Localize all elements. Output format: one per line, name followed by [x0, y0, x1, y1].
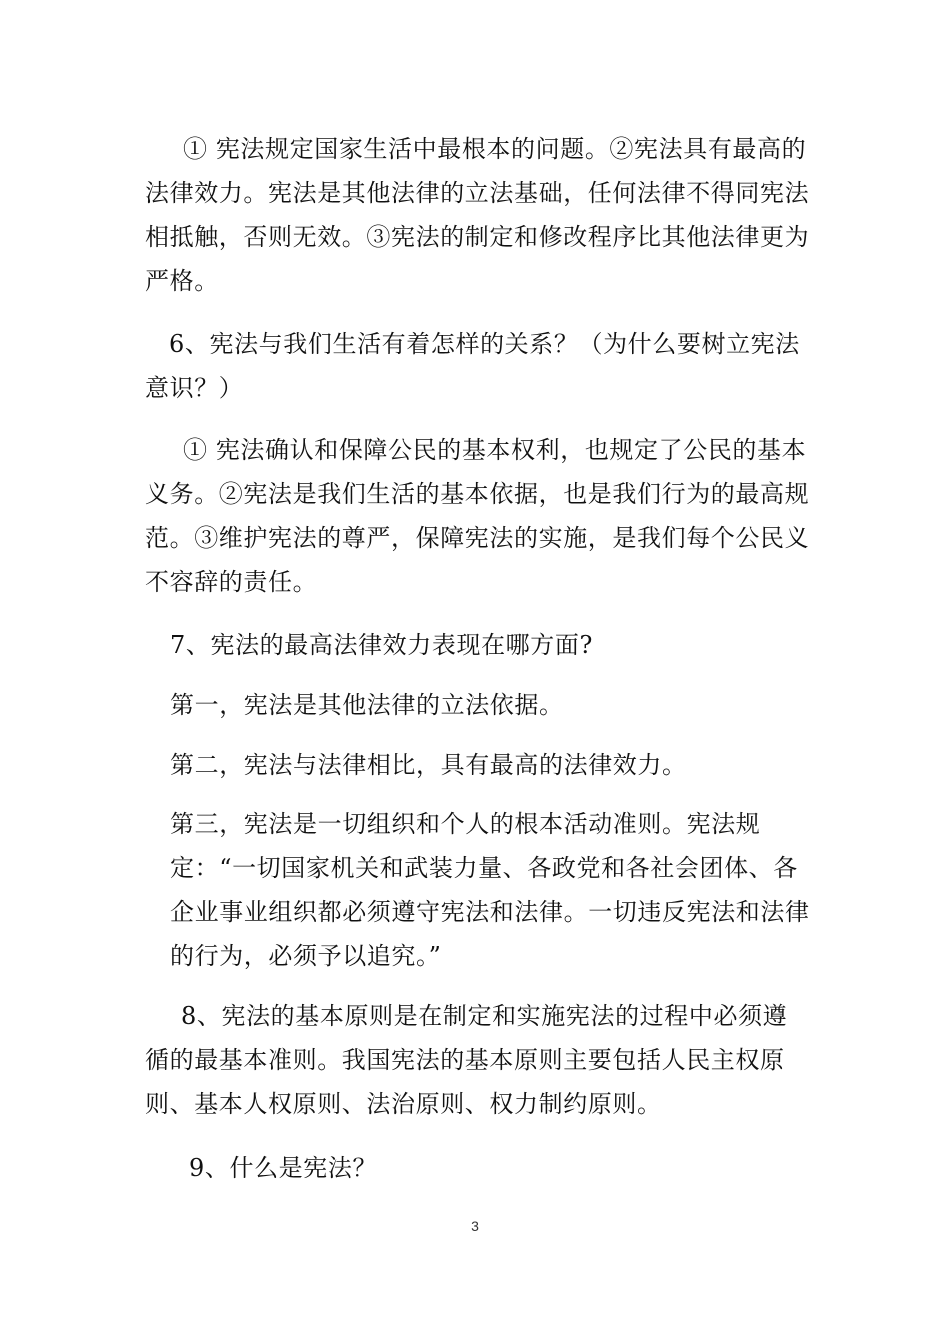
paragraph-constitution-characteristics: ① 宪法规定国家生活中最根本的问题。②宪法具有最高的法律效力。宪法是其他法律的立法基础，任何法律不得同宪法相抵触，否则无效。③宪法的制定和修改程序比其他法律更为严格。 — [145, 135, 810, 295]
question-6-heading: 6、宪法与我们生活有着怎样的关系？（为什么要树立宪法意识？） — [145, 330, 800, 402]
question-7-heading: 7、宪法的最高法律效力表现在哪方面? — [170, 631, 593, 659]
point-second: 第二，宪法与法律相比，具有最高的法律效力。 — [170, 751, 687, 779]
question-8-paragraph: 8、宪法的基本原则是在制定和实施宪法的过程中必须遵循的最基本准则。我国宪法的基本原则主要包括人民主权原则、基本人权原则、法治原则、权力制约原则。 — [145, 1002, 788, 1118]
paragraph-constitution-and-life: ① 宪法确认和保障公民的基本权利，也规定了公民的基本义务。②宪法是我们生活的基本依据，也是我们行为的最高规范。③维护宪法的尊严，保障宪法的实施，是我们每个公民义不容辞的责任。 — [145, 436, 810, 596]
point-third: 第三，宪法是一切组织和个人的根本活动准则。宪法规定：“一切国家机关和武装力量、各政党和各社会团体、各企业事业组织都必须遵守宪法和法律。一切违反宪法和法律的行为，必须予以追究。” — [170, 810, 810, 970]
page-number: 3 — [471, 1218, 479, 1234]
point-first: 第一，宪法是其他法律的立法依据。 — [170, 691, 564, 719]
question-9-heading: 9、什么是宪法？ — [189, 1154, 378, 1182]
